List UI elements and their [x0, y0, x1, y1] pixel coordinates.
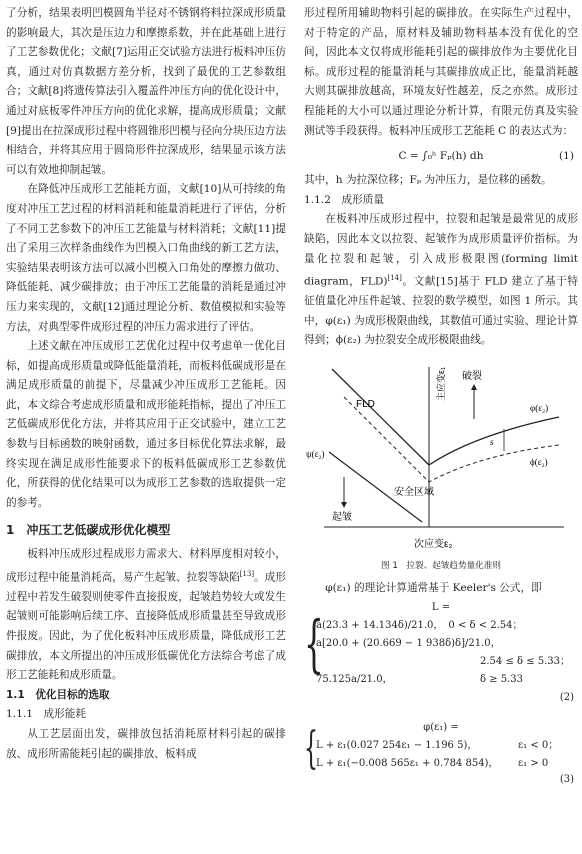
- equation-case: 75.125a/21.0，: [316, 673, 393, 685]
- equation-case: a(23.3 + 14.134δ)/21.0， 0 < δ < 2.54；: [316, 619, 523, 631]
- equation-lhs: L =: [431, 601, 451, 613]
- equation-3: [304, 719, 578, 783]
- paragraph-text: 在板料冲压成形过程中，拉裂和起皱是最常见的成形缺陷，因此本文以拉裂、起皱作为成形质量评价指标。为量化拉裂和起皱，引入成形极限图(forming limit diagram，FLD): [304, 213, 578, 288]
- equation-condition: 2.54 ≤ δ ≤ 5.33；: [480, 655, 571, 667]
- safe-limit-curve: [344, 397, 559, 482]
- paragraph-text: 。文献[15]基于 FLD 建立了基于特征值量化冲压件起皱、拉裂的数学模型，如图 1 所示。其中，φ(ε₁) 为成形极限曲线，其数值可通过实验、理论计算得到；ϕ(ε₂) 为拉裂安全成形极限曲线。: [304, 275, 578, 347]
- paragraph: 上述文献在冲压成形工艺优化过程中仅考虑单一优化目标，如提高成形质量或降低能量消耗，而板料低碳成形是在满足成形质量的前提下，尽量减少冲压成形工艺能耗。因此，本文综合考虑成形质量和成形能耗指标，提出了冲压工艺低碳成形优化方法，并将其应用于正交试验中，建立工艺参数与目标函数的映射函数，通过多目标优化算法求解，最终实现在满足成形性能要求下的板料低碳成形工艺参数优化，所获得的优化结果可以为成形工艺参数的选取提供一定的参考。: [6, 340, 286, 509]
- brace: {: [304, 722, 318, 774]
- equation-1: [304, 141, 578, 171]
- brace: {: [304, 606, 324, 680]
- equation-number: (3): [559, 773, 574, 785]
- paragraph: 了分析，结果表明凹模圆角半径对不锈钢将料拉深成形质量的影响最大，其次是压边力和摩擦系数，并在此基础上进行了工艺参数优化；文献[7]运用正交试验方法进行板料冲压仿真，通过对仿真数据方差分析，找到了最优的工艺参数组合；文献[8]将遗传算法引入覆盖件冲压方向的优化设计中，通过对底板零件冲压方向的优化求解，提高成形质量；文献[9]提出在拉深成形过程中将圆锥形凹模与径向分块压边方法相结合，并将其应用于圆筒形件拉深成形，结果显示该方法可以有效地抑制起皱。: [6, 7, 286, 176]
- fld-label: FLD: [356, 399, 375, 411]
- equation-number: (2): [559, 691, 574, 703]
- equation-2: [304, 599, 578, 707]
- equation-body: C = ∫₀ʰ Fₚ(h) dh: [398, 150, 484, 163]
- figure-fld: [304, 357, 578, 557]
- paragraph: 形过程所用辅助物料引起的碳排放。在实际生产过程中，对于特定的产品，原材料及辅助物料基本没有优化的空间，因此本文仅将成形能耗引起的碳排放作为主要优化目标。成形过程的能量消耗与其碳排放成正比，能量消耗越大则其碳排放越高，环境友好性越差，反之亦然。成形过程能耗的大小可以通过理论分析计算，有限元仿真及实验测试等手段获得。板料冲压成形工艺能耗 C 的表达式为：: [304, 7, 578, 137]
- left-column: [6, 4, 286, 764]
- equation-case: L + ε₁(−0.008 565ε₁ + 0.784 854)，: [316, 757, 499, 769]
- equation-condition: δ ≥ 5.33: [480, 673, 524, 685]
- subsubsection-heading: 1.1.1 成形能耗: [6, 708, 86, 721]
- x-axis-label: 次应变ε₂: [414, 539, 453, 551]
- paragraph: [6, 545, 286, 686]
- wrinkle-label: 起皱: [332, 512, 352, 524]
- paragraph: φ(ε₁) 的理论计算通常基于 Keeler's 公式，即: [325, 582, 542, 595]
- s-label: s: [490, 437, 494, 448]
- y-axis-label: 主应变ε₁: [436, 366, 446, 402]
- fld-diagram: [304, 357, 578, 557]
- paragraph-text: 。成形过程中若发生破裂则使零件直接报废，起皱趋势较大或发生起皱则可能影响后续工序、直接降低成形质量甚至导致成形件报废。因此，为了优化板料冲压成形质量，降低成形工艺碳排放，本文所提出的冲压成形低碳优化方法综合考虑了成形工艺能耗和成形质量。: [6, 571, 286, 682]
- citation: [13]: [239, 569, 255, 578]
- equation-condition: ε₁ > 0: [518, 757, 549, 769]
- right-column: [304, 4, 578, 783]
- citation: [14]: [387, 274, 402, 283]
- phi-curve-label: φ(ε₂): [530, 403, 549, 414]
- figure-caption: 图 1 拉裂、起皱趋势量化准则: [381, 561, 501, 572]
- paragraph-text: 板料冲压成形过程成形力需求大、材料厚度相对较小，成形过程中能量消耗高，易产生起皱、拉裂等缺陷: [6, 548, 286, 584]
- equation-lhs: φ(ε₁) =: [423, 721, 459, 733]
- section-heading: 1 冲压工艺低碳成形优化模型: [6, 523, 171, 538]
- equation-case: L + ε₁(0.027 254ε₁ − 1.196 5)，: [316, 739, 478, 751]
- rupture-label: 破裂: [462, 371, 482, 383]
- phi-safe-label: ϕ(ε₂): [530, 457, 548, 468]
- paragraph: 从工艺层面出发，碳排放包括消耗原材料引起的碳排放、成形所需能耗引起的碳排放、板料成: [6, 727, 286, 760]
- psi-label: ψ(ε₂): [306, 449, 325, 460]
- subsection-heading: 1.1 优化目标的选取: [6, 688, 110, 701]
- equation-case: a[20.0 + (20.669 − 1 938δ)δ]/21.0，: [316, 637, 501, 649]
- subsubsection-heading: 1.1.2 成形质量: [304, 193, 384, 206]
- paragraph: 在降低冲压成形工艺能耗方面，文献[10]从可持续的角度对冲压工艺过程的材料消耗和能量消耗进行了评估，分析了不同工艺参数下的冲压工艺能量与材料消耗；文献[11]提出了采用三次样条曲线作为凹模入口角曲线的新工艺方法，实验结果表明该方法可以减小凹模入口角处的摩擦力做功、降低能耗、减少碳排放；由于冲压工艺能量的消耗是通过冲压力来实现的，文献[12]通过理论分析、数值模拟和实验等方法，对典型零件成形过程的冲压力需求进行了评估。: [6, 183, 286, 333]
- paragraph: 其中，h 为拉深位移；Fₚ 为冲压力，是位移的函数。: [304, 174, 552, 187]
- paragraph: [304, 210, 578, 351]
- equation-number: (1): [558, 150, 574, 163]
- safe-region-label: 安全区域: [394, 487, 434, 499]
- equation-condition: ε₁ < 0；: [518, 739, 559, 751]
